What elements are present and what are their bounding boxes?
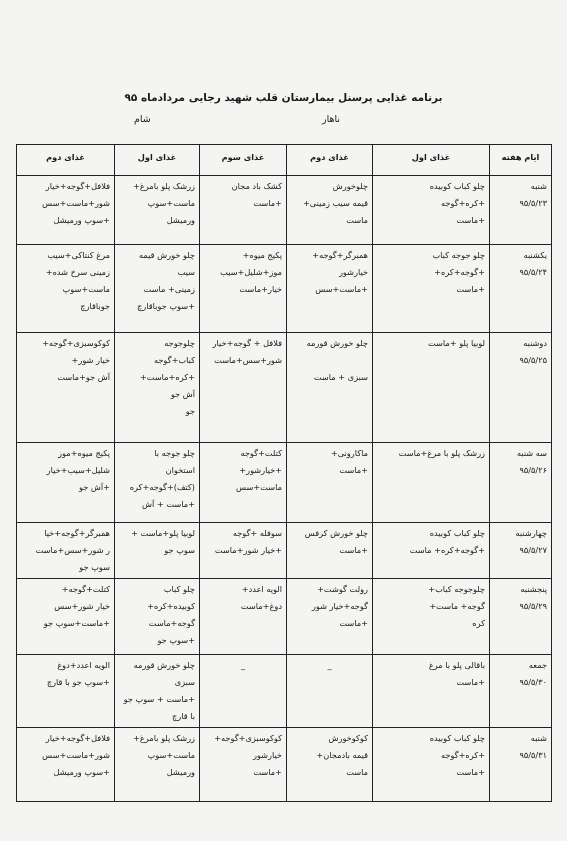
header-lunch-third: غذای سوم xyxy=(200,145,287,176)
day-cell: یکشنبه ۹۵/۵/۲۴ xyxy=(490,245,552,333)
lunch-second-cell: همبرگر+گوجه+ خیارشور +ماست+سس xyxy=(287,245,373,333)
lunch-first-cell: چلو جوجه کباب +گوجه+کره+ +ماست xyxy=(373,245,490,333)
lunch-third-cell: کوکوسبزی+گوجه+ خیارشور +ماست xyxy=(200,728,287,802)
lunch-second-cell: چلو خورش قورمه سبزی + ماست xyxy=(287,333,373,443)
table-row xyxy=(17,523,552,579)
dinner-first-cell: زرشک پلو بامرغ+ ماست+سوپ ورمیشل xyxy=(115,176,200,245)
lunch-third-cell: فلافل + گوجه+خیار شور+سس+ماست xyxy=(200,333,287,443)
dinner-first-cell: چلوجوجه کباب+گوجه +کره+ماست+ آش جو جو xyxy=(115,333,200,443)
lunch-third-cell: پکیج میوه+ موز+شلیل+سیب خیار+ماست xyxy=(200,245,287,333)
day-cell: دوشنبه ۹۵/۵/۲۵ xyxy=(490,333,552,443)
header-dinner-second: غذای دوم xyxy=(17,145,115,176)
header-row xyxy=(17,145,552,176)
dinner-second-cell: کتلت+گوجه+ خیار شور+سس +ماست+سوپ جو xyxy=(17,579,115,655)
header-lunch-second: غذای دوم xyxy=(287,145,373,176)
table-row xyxy=(17,333,552,443)
lunch-third-cell: کتلت+گوجه +خیارشور+ ماست+سس xyxy=(200,443,287,523)
table-row xyxy=(17,579,552,655)
lunch-first-cell: چلو کباب کوبیده +کره+گوجه +ماست xyxy=(373,176,490,245)
lunch-first-cell: باقالی پلو با مرغ +ماست xyxy=(373,655,490,728)
lunch-third-cell: کشک باد مجان +ماست xyxy=(200,176,287,245)
table-row xyxy=(17,728,552,802)
dinner-first-cell: چلو کباب کوبیده+کره+ گوجه+ماست +سوپ جو xyxy=(115,579,200,655)
lunch-second-cell: چلوخورش قیمه سیب زمینی+ ماست xyxy=(287,176,373,245)
header-dinner-first: غذای اول xyxy=(115,145,200,176)
dinner-first-cell: چلو خورش قیمه سیب زمینی+ ماست +سوپ جوباقارچ xyxy=(115,245,200,333)
lunch-third-cell: سوفله +گوجه +خیار شور+ماست xyxy=(200,523,287,579)
dinner-second-cell: مرغ کنتاکی+سیب زمینی سرخ شده+ ماست+سوپ جوباقارچ xyxy=(17,245,115,333)
table-row xyxy=(17,655,552,728)
day-cell: سه شنبه ۹۵/۵/۲۶ xyxy=(490,443,552,523)
day-cell: جمعه ۹۵/۵/۳۰ xyxy=(490,655,552,728)
dinner-second-cell: همبرگر+گوجه+خیا ر شور+سس+ماست سوپ جو xyxy=(17,523,115,579)
dinner-first-cell: چلو خورش قورمه سبزی +ماست + سوپ جو با قارچ xyxy=(115,655,200,728)
table-row xyxy=(17,245,552,333)
dinner-second-cell: کوکوسبزی+گوجه+ خیار شور+ آش جو+ماست xyxy=(17,333,115,443)
dinner-first-cell: چلو جوجه با استخوان (کتف)+گوجه+کره +ماست + آش xyxy=(115,443,200,523)
lunch-third-cell: _ xyxy=(200,655,287,728)
lunch-label: ناهار xyxy=(322,114,341,125)
lunch-first-cell: زرشک پلو با مرغ+ماست xyxy=(373,443,490,523)
dinner-second-cell: پکیج میوه+موز شلیل+سیب+خیار +آش جو xyxy=(17,443,115,523)
lunch-second-cell: _ xyxy=(287,655,373,728)
dinner-second-cell: الویه اعدد+دوغ +سوپ جو با قارچ xyxy=(17,655,115,728)
lunch-first-cell: چلو کباب کوبیده +کره+گوجه +ماست xyxy=(373,728,490,802)
page-title: برنامه غذایی پرسنل بیمارستان قلب شهید رجایی مردادماه ۹۵ xyxy=(124,92,443,104)
table-row xyxy=(17,176,552,245)
menu-table xyxy=(16,144,552,802)
day-cell: شنبه ۹۵/۵/۳۱ xyxy=(490,728,552,802)
day-cell: پنجشنبه ۹۵/۵/۲۹ xyxy=(490,579,552,655)
lunch-third-cell: الویه اعدد+ دوغ+ماست xyxy=(200,579,287,655)
lunch-second-cell: رولت گوشت+ گوجه+خیار شور +ماست xyxy=(287,579,373,655)
day-cell: چهارشنبه ۹۵/۵/۲۷ xyxy=(490,523,552,579)
lunch-first-cell: لوبیا پلو +ماست xyxy=(373,333,490,443)
lunch-first-cell: چلوجوجه کباب+ گوجه+ ماست+ کره xyxy=(373,579,490,655)
dinner-label: شام xyxy=(134,114,151,125)
day-cell: شنبه ۹۵/۵/۲۳ xyxy=(490,176,552,245)
header-weekday: ایام هفته xyxy=(490,145,552,176)
dinner-second-cell: فلافل+گوجه+خیار شور+ماست+سس +سوپ ورمیشل xyxy=(17,176,115,245)
table-row xyxy=(17,443,552,523)
dinner-second-cell: فلافل+گوجه+خیار شور+ماست+سس +سوپ ورمیشل xyxy=(17,728,115,802)
lunch-second-cell: کوکوخورش قیمه بادمجان+ ماست xyxy=(287,728,373,802)
header-lunch-first: غذای اول xyxy=(373,145,490,176)
lunch-second-cell: چلو خورش کرفس +ماست xyxy=(287,523,373,579)
dinner-first-cell: لوبیا پلو+ماست + سوپ جو xyxy=(115,523,200,579)
lunch-second-cell: ماکارونی+ +ماست xyxy=(287,443,373,523)
dinner-first-cell: زرشک پلو بامرغ+ ماست+سوپ ورمیشل xyxy=(115,728,200,802)
lunch-first-cell: چلو کباب کوبیده +گوجه+کره+ ماست xyxy=(373,523,490,579)
